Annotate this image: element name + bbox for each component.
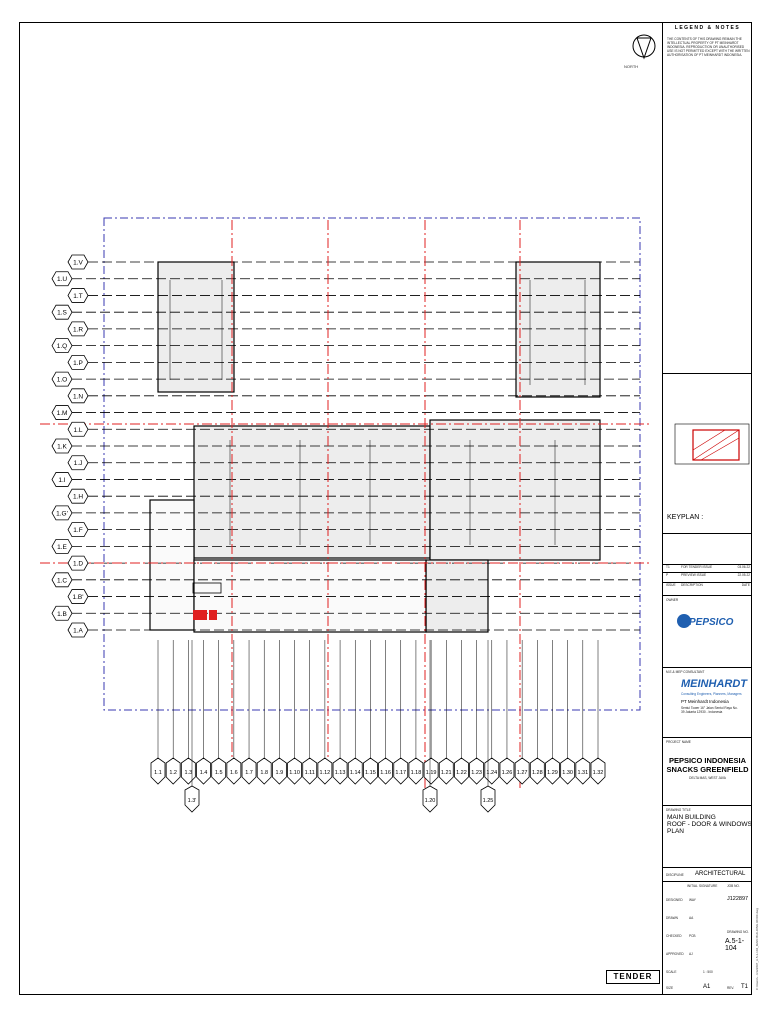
project-name-line2: SNACKS GREENFIELD bbox=[666, 765, 749, 774]
grid-bubble-bottom bbox=[576, 758, 590, 784]
grid-label-bottom: 1.24 bbox=[486, 770, 498, 776]
grid-label-left: 1.F bbox=[73, 527, 83, 535]
grid-label-bottom: 1.12 bbox=[319, 770, 331, 776]
grid-label-bottom: 1.9 bbox=[275, 770, 284, 776]
drawn-value: AA bbox=[689, 916, 694, 920]
grid-bubble-bottom bbox=[288, 758, 302, 784]
grid-bubble-left bbox=[52, 539, 72, 553]
revision-header-date: DATE bbox=[741, 583, 750, 587]
legend-notes-panel bbox=[663, 22, 752, 374]
grid-label-bottom: 1.6 bbox=[230, 770, 238, 776]
grid-bubble-bottom bbox=[561, 758, 575, 784]
grid-bubble-left bbox=[68, 322, 88, 336]
grid-bubble-left bbox=[52, 339, 72, 353]
grid-label-left: 1.M bbox=[56, 410, 68, 418]
grid-bubble-bottom-extra bbox=[185, 640, 199, 812]
drawing-title-line1: MAIN BUILDING bbox=[667, 814, 716, 821]
keyplan-panel bbox=[663, 374, 752, 534]
drawing-no-label: DRAWING NO. bbox=[727, 930, 749, 934]
drawing-title-label: DRAWING TITLE bbox=[666, 808, 691, 812]
grid-label-bottom: 1.32 bbox=[592, 770, 604, 776]
grid-bubble-left bbox=[68, 389, 88, 403]
scale-label: SCALE bbox=[666, 970, 677, 974]
project-name-line1: PEPSICO INDONESIA bbox=[668, 756, 747, 765]
consultant-company: PT Meinhardt Indonesia bbox=[681, 699, 729, 704]
grid-bubble-left bbox=[52, 406, 72, 420]
revision-date: 22.05.22 bbox=[737, 573, 750, 577]
grid-bubbles-left bbox=[52, 255, 88, 637]
grid-bubble-left bbox=[68, 590, 88, 604]
grid-label-bottom: 1.3 bbox=[184, 770, 193, 776]
grid-label-bottom: 1.16 bbox=[380, 770, 391, 776]
grid-label-left: 1.N bbox=[72, 393, 84, 401]
grid-label-bottom: 1.19 bbox=[425, 770, 437, 776]
grid-bubble-bottom bbox=[212, 758, 226, 784]
grid-bubble-bottom bbox=[439, 758, 453, 784]
owner-panel bbox=[663, 596, 752, 668]
grid-label-left: 1.S bbox=[57, 309, 67, 317]
approved-value: AJ bbox=[689, 952, 693, 956]
grid-bubble-left bbox=[68, 288, 88, 302]
grid-bubble-left bbox=[68, 489, 88, 503]
grid-label-bottom: 1.8 bbox=[260, 770, 269, 776]
grid-bubble-bottom bbox=[485, 758, 499, 784]
grid-label-left: 1.K bbox=[57, 443, 67, 451]
grid-label-left: 1.B bbox=[57, 610, 67, 618]
tender-stamp: TENDER bbox=[606, 970, 660, 984]
revision-header-issue: ISSUE bbox=[666, 583, 676, 587]
grid-bubble-bottom bbox=[227, 758, 241, 784]
keyplan-label: KEYPLAN : bbox=[667, 514, 704, 521]
grid-bubble-left bbox=[52, 305, 72, 319]
grid-bubble-bottom bbox=[242, 758, 256, 784]
grid-bubble-left bbox=[68, 556, 88, 570]
revision-number: T1 bbox=[666, 565, 670, 569]
grid-bubble-left bbox=[52, 506, 72, 520]
grid-label-left: 1.E bbox=[57, 543, 67, 551]
consultant-label: M.E.& MEP CONSULTANT bbox=[666, 670, 705, 674]
grid-bubble-left bbox=[52, 372, 72, 386]
grid-bubble-left bbox=[52, 439, 72, 453]
grid-label-bottom: 1.22 bbox=[456, 770, 467, 776]
grid-bubble-bottom bbox=[470, 758, 484, 784]
grid-bubble-bottom bbox=[318, 758, 332, 784]
grid-bubble-bottom bbox=[333, 758, 347, 784]
consultant-tagline: Consulting Engineers, Planners, Managers bbox=[681, 692, 742, 696]
grid-bubble-left bbox=[68, 456, 88, 470]
grid-label-left: 1.B' bbox=[72, 594, 84, 602]
size-value: A1 bbox=[703, 984, 711, 990]
project-label: PROJECT NAME bbox=[666, 740, 691, 744]
grid-bubble-bottom bbox=[424, 758, 438, 784]
grid-bubble-left bbox=[52, 606, 72, 620]
revision-description: FOR TENDER ISSUE bbox=[681, 565, 713, 569]
grid-bubble-bottom bbox=[515, 758, 529, 784]
grid-bubble-left bbox=[68, 422, 88, 436]
designed-value: WAY bbox=[689, 898, 696, 902]
grid-label-bottom: 1.4 bbox=[199, 770, 208, 776]
grid-label-bottom: 1.26 bbox=[501, 770, 513, 776]
discipline-label: DISCIPLINE bbox=[666, 873, 684, 877]
north-label: NORTH bbox=[624, 64, 639, 69]
grid-bubble-bottom bbox=[348, 758, 362, 784]
grid-label-bottom: 1.30 bbox=[562, 770, 574, 776]
consultant-address: Sentul Tower 16° Jalan Sentul Raya No. 39 Jakarta 12930 - Indonesia bbox=[681, 706, 738, 714]
grid-label-bottom: 1.21 bbox=[440, 770, 452, 776]
grid-bubble-bottom bbox=[303, 758, 317, 784]
title-block bbox=[662, 22, 752, 995]
grid-bubble-left bbox=[68, 523, 88, 537]
project-location: DELTA MAS, WEST JAVA bbox=[689, 776, 726, 780]
grid-label-left: 1.C bbox=[56, 577, 68, 585]
checked-label: CHECKED bbox=[666, 934, 682, 938]
grid-bubble-bottom bbox=[272, 758, 286, 784]
grid-label-left: 1.A bbox=[73, 627, 83, 635]
grid-bubble-bottom bbox=[530, 758, 544, 784]
grid-label-bottom: 1.29 bbox=[547, 770, 558, 776]
grid-label-bottom: 1.7 bbox=[245, 770, 253, 776]
grid-label-left: 1.I bbox=[58, 476, 66, 484]
grid-bubble-bottom bbox=[409, 758, 423, 784]
grid-bubble-left bbox=[52, 472, 72, 486]
discipline-value: ARCHITECTURAL bbox=[695, 871, 746, 877]
consultant-panel bbox=[663, 668, 752, 738]
job-no-label: JOB NO. bbox=[727, 884, 740, 888]
owner-logo: PEPSICO bbox=[689, 617, 734, 628]
grid-label-left: 1.D bbox=[72, 560, 84, 568]
grid-label-bottom-extra: 1.25 bbox=[482, 798, 494, 804]
drawn-label: DRAWN bbox=[666, 916, 678, 920]
grid-label-left: 1.R bbox=[72, 326, 84, 334]
grid-bubble-bottom bbox=[166, 758, 180, 784]
rev-label: REV. bbox=[727, 986, 735, 990]
initial-header: INITIAL bbox=[687, 884, 698, 888]
job-no-value: J122897 bbox=[727, 896, 749, 902]
grid-label-left: 1.P bbox=[73, 359, 83, 367]
grid-label-bottom: 1.31 bbox=[577, 770, 589, 776]
revision-table bbox=[663, 534, 752, 596]
grid-label-bottom: 1.17 bbox=[395, 770, 407, 776]
grid-bubble-bottom bbox=[394, 758, 408, 784]
grid-label-bottom-extra: 1.20 bbox=[424, 798, 436, 804]
grid-bubble-left bbox=[68, 255, 88, 269]
drawing-no-value: A.5-1-104 bbox=[725, 938, 745, 952]
grid-label-left: 1.Q bbox=[56, 343, 68, 351]
legend-note: THE CONTENTS OF THIS DRAWING REMAIN THE INTELLECTUAL PROPERTY OF PT MEINHARDT INDONESIA. REPRODUCTION OR UNAUTHORISED USE IS NOT PERMITTED EXCEPT WITH THE WRITTEN AUTHORISATION OF PT MEINHARDT INDONESIA. bbox=[667, 37, 750, 57]
approved-label: APPROVED bbox=[666, 952, 684, 956]
grid-bubble-bottom bbox=[181, 758, 195, 784]
grid-label-left: 1.L bbox=[73, 426, 83, 434]
drawing-info-table bbox=[663, 882, 752, 997]
grid-label-bottom: 1.13 bbox=[334, 770, 346, 776]
size-label: SIZE bbox=[666, 986, 674, 990]
grid-label-bottom: 1.23 bbox=[471, 770, 482, 776]
revision-header bbox=[663, 582, 752, 591]
signature-header: SIGNATURE bbox=[699, 884, 718, 888]
grid-label-left: 1.U bbox=[56, 276, 68, 284]
grid-bubble-bottom bbox=[197, 758, 211, 784]
grid-label-left: 1.T bbox=[73, 292, 83, 300]
grid-label-bottom: 1.1 bbox=[154, 770, 162, 776]
owner-label: OWNER bbox=[666, 598, 679, 602]
grid-bubble-left bbox=[52, 272, 72, 286]
revision-header-description: DESCRIPTION bbox=[681, 583, 703, 587]
project-panel bbox=[663, 738, 752, 806]
grid-label-bottom: 1.18 bbox=[410, 770, 422, 776]
grid-bubble-bottom bbox=[379, 758, 393, 784]
discipline-row bbox=[663, 868, 752, 882]
checked-value: PCB bbox=[689, 934, 696, 938]
grid-label-bottom: 1.11 bbox=[304, 770, 315, 776]
grid-bubble-left bbox=[68, 355, 88, 369]
grid-bubble-bottom bbox=[257, 758, 271, 784]
grid-bubble-bottom bbox=[500, 758, 514, 784]
grid-bubble-bottom-extra bbox=[481, 640, 498, 812]
drawing-title-panel bbox=[663, 806, 752, 868]
grid-bubbles-bottom bbox=[151, 640, 605, 812]
grid-label-bottom: 1.14 bbox=[349, 770, 361, 776]
grid-bubble-bottom bbox=[363, 758, 377, 784]
grid-bubble-bottom bbox=[151, 758, 165, 784]
legend-heading: LEGEND & NOTES bbox=[674, 25, 741, 31]
north-arrow bbox=[626, 30, 656, 70]
scale-value: 1 : 500 bbox=[703, 970, 713, 974]
grid-label-left: 1.O bbox=[56, 376, 68, 384]
grid-label-bottom: 1.5 bbox=[214, 770, 223, 776]
grid-bubble-left bbox=[52, 573, 72, 587]
revision-number: P bbox=[666, 573, 669, 577]
revision-date: 03.06.22 bbox=[737, 565, 750, 569]
grid-label-bottom-extra: 1.3' bbox=[187, 798, 197, 804]
grid-bubble-bottom bbox=[591, 758, 605, 784]
building-outline bbox=[150, 262, 600, 632]
file-path-note: C:\Users\...\J122897_A.5-1-104_MAIN BUILDING ROOF.dwg bbox=[755, 908, 759, 990]
revision-description: PREVIEW ISSUE bbox=[681, 573, 707, 577]
keyplan-diagram bbox=[663, 394, 751, 504]
grid-bubble-bottom bbox=[454, 758, 468, 784]
grid-label-left: 1.H bbox=[72, 493, 84, 501]
grid-label-left: 1.J bbox=[73, 460, 83, 468]
designed-label: DESIGNED bbox=[666, 898, 683, 902]
vertical-grid-lines bbox=[158, 640, 598, 762]
rev-value: T1 bbox=[741, 984, 749, 990]
grid-bubble-bottom bbox=[545, 758, 559, 784]
grid-label-left: 1.G' bbox=[56, 510, 68, 518]
grid-label-bottom: 1.2 bbox=[169, 770, 178, 776]
grid-label-bottom: 1.28 bbox=[531, 770, 543, 776]
grid-label-left: 1.V bbox=[73, 259, 83, 267]
grid-bubble-left bbox=[68, 623, 88, 637]
revision-row bbox=[663, 572, 752, 581]
grid-label-bottom: 1.15 bbox=[365, 770, 376, 776]
drawing-title-line2: ROOF - DOOR & WINDOWS PLAN bbox=[667, 821, 752, 835]
consultant-logo: MEINHARDT bbox=[681, 678, 747, 690]
grid-label-bottom: 1.10 bbox=[289, 770, 300, 776]
grid-label-bottom: 1.27 bbox=[516, 770, 528, 776]
